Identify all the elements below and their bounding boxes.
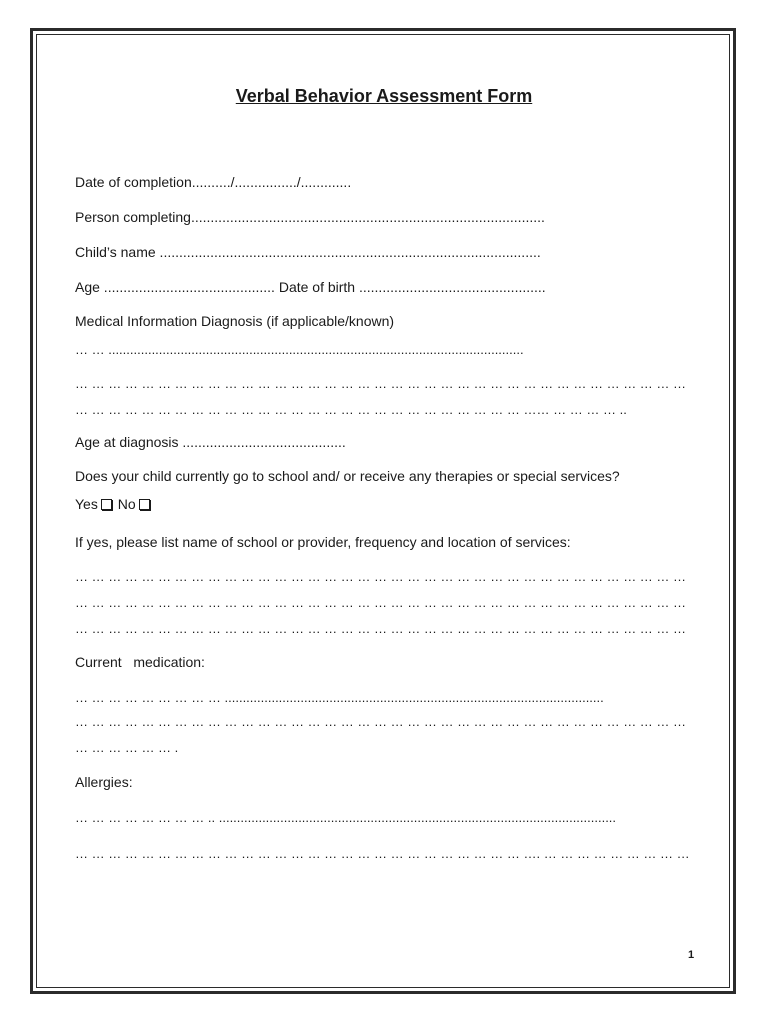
yes-checkbox[interactable]	[101, 499, 112, 510]
no-label: No	[117, 496, 136, 512]
yes-label: Yes	[75, 496, 98, 512]
allergies-line-2[interactable]: … … … … … … … … … … … … … … … … … … … … … … … … … … … …. … … … … … … … … …	[75, 846, 694, 861]
services-line-3[interactable]: … … … … … … … … … … … … … … … … … … … … … … … … … … … … … … … … … … … … …	[75, 621, 690, 636]
yes-no-row	[75, 496, 152, 512]
services-line-2[interactable]: … … … … … … … … … … … … … … … … … … … … … … … … … … … … … … … … … … … … …	[75, 595, 690, 610]
age-dob-field[interactable]: Age ............................................ Date of birth ................................................	[75, 279, 546, 295]
page-number: 1	[688, 949, 695, 961]
allergies-line-1[interactable]: … … … … … … … … .. ..............................................................................................................	[75, 810, 617, 825]
no-checkbox[interactable]	[139, 499, 150, 510]
medical-info-line-2[interactable]: … … … … … … … … … … … … … … … … … … … … … … … … … … … … … … … … … … … … …	[75, 376, 690, 391]
childs-name-field[interactable]: Child’s name ..................................................................................................	[75, 244, 541, 260]
medication-line-3[interactable]: … … … … … … .	[75, 740, 179, 755]
person-completing-field[interactable]: Person completing...........................................................................................	[75, 209, 545, 225]
if-yes-label: If yes, please list name of school or provider, frequency and location of services:	[75, 534, 571, 550]
medical-info-line-1[interactable]: … … ...................................................................................................................	[75, 342, 524, 357]
form-title: Verbal Behavior Assessment Form	[235, 86, 533, 106]
medication-line-2[interactable]: … … … … … … … … … … … … … … … … … … … … … … … … … … … … … … … … … … … … …	[75, 714, 690, 729]
age-at-diagnosis-field[interactable]: Age at diagnosis ..........................................	[75, 434, 346, 450]
current-medication-label: Current medication:	[75, 654, 205, 670]
allergies-label: Allergies:	[75, 774, 133, 790]
school-question: Does your child currently go to school and/ or receive any therapies or special services?	[75, 468, 620, 484]
date-of-completion-field[interactable]: Date of completion........../................/.............	[75, 174, 352, 190]
medical-info-label: Medical Information Diagnosis (if applicable/known)	[75, 313, 395, 329]
medication-line-1[interactable]: … … … … … … … … … .........................................................................................................	[75, 690, 604, 705]
services-line-1[interactable]: … … … … … … … … … … … … … … … … … … … … … … … … … … … … … … … … … … … … …	[75, 569, 690, 584]
medical-info-line-3[interactable]: … … … … … … … … … … … … … … … … … … … … … … … … … … … …… … … … … ..	[75, 402, 627, 417]
